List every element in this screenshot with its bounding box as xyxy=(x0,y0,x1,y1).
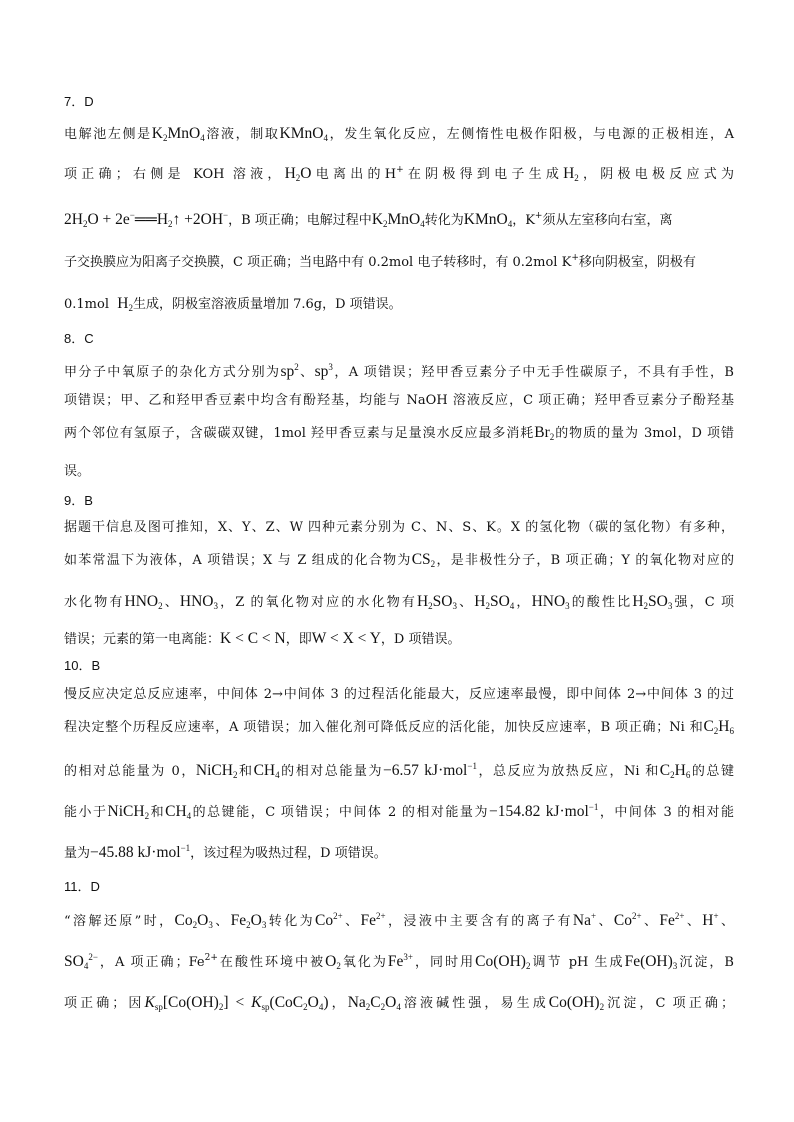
formula-sp3: $sp^3$ xyxy=(314,362,333,380)
formula-fe2o3: $Fe_2O_3$ xyxy=(230,912,267,930)
formula-kmno4: KMnO$_4$ xyxy=(463,211,513,229)
formula-co2o3: $Co_2O_3$ xyxy=(174,912,213,930)
formula-kmno4: KMnO$_4$ xyxy=(279,125,328,143)
formula-h2so3: $H_2SO_3$ xyxy=(416,593,457,611)
text: 电离出的 xyxy=(311,167,385,182)
formula-hno3: $HNO_3$ xyxy=(531,593,570,611)
cathode-equation: $2H_2O$ + $2e^-══H_2↑ +2OH^-$ xyxy=(64,210,229,229)
text: 两个邻位有氢原子，含碳碳双键，1mol 羟甲香豆素与足量溴水反应最多消耗 xyxy=(64,426,535,441)
formula-cooh2: $Co(OH)_2$ xyxy=(548,994,605,1012)
text: ，中间体 3 的相对能 xyxy=(598,805,734,820)
text: 、 xyxy=(684,914,703,929)
text: 的物质的量为 3mol，D 项错 xyxy=(554,426,734,441)
formula-cooh2: $Co(OH)_2$ xyxy=(475,953,531,971)
text: 的总键能，C 项错误；中间体 2 的相对能量为 xyxy=(191,805,489,820)
text: 量为 xyxy=(64,846,91,861)
text: ，即 xyxy=(285,632,312,647)
q11-line-2 xyxy=(64,953,734,972)
formula-nich2: NiCH$_2$ xyxy=(107,803,150,821)
text: 和 xyxy=(237,764,254,779)
text: 须从左室移向右室，离 xyxy=(542,213,673,228)
text: 在酸性环境中被 xyxy=(217,955,326,970)
text: 程决定整个历程反应速率，A 项错误；加入催化剂可降低反应的活化能，加快反应速率，B 项正确；Ni 和 xyxy=(64,720,704,735)
q9-line-2 xyxy=(64,551,734,570)
formula-wxy-order: W < X < Y xyxy=(311,630,381,647)
text: 生成，阴极室溶液质量增加 7.6g，D 项错误。 xyxy=(132,297,402,312)
text: 移向阴极室，阴极有 xyxy=(578,255,696,270)
energy-value-1: −6.57 kJ·mol$^{-1}$ xyxy=(383,761,477,779)
q9-line-4 xyxy=(64,630,734,649)
q11-line-1 xyxy=(64,912,734,931)
formula-br2: $Br_2$ xyxy=(534,424,555,442)
formula-c2h6: $C_2H_6$ xyxy=(703,718,734,736)
text: 溶液碱性强，易生成 xyxy=(400,996,549,1011)
formula-feoh3: $Fe(OH)_3$ xyxy=(624,953,678,971)
formula-h2so4: $H_2SO_4$ xyxy=(474,593,515,611)
q10-line-2 xyxy=(64,718,734,737)
text: ，发生氧化反应，左侧惰性电极作阳极，与电源的正极相连，A xyxy=(327,127,734,142)
text: 、 xyxy=(718,914,734,929)
text: 的总键 xyxy=(690,764,734,779)
energy-value-2: −154.82 kJ·mol$^{-1}$ xyxy=(488,802,599,820)
energy-value-3: −45.88 kJ·mol$^{-1}$ xyxy=(90,843,191,861)
q11-title: 11．D xyxy=(64,879,100,894)
q7-line-2 xyxy=(64,165,734,184)
text: 子交换膜应为阳离子交换膜，C 项正确；当电路中有 0.2mol 电子转移时，有 0.2mol xyxy=(64,255,558,270)
q8-line-1 xyxy=(64,363,734,382)
text: 如苯常温下为液体，A 项错误；X 与 Z 组成的化合物为 xyxy=(64,553,412,568)
text: ，D 项错误。 xyxy=(380,632,461,647)
ion-co2plus: $Co^{2+}$ xyxy=(613,911,642,929)
q8-line-4: 误。 xyxy=(64,464,91,479)
formula-hno2: $HNO_2$ xyxy=(124,593,163,611)
q10-title: 10．B xyxy=(64,658,101,673)
text: ， xyxy=(512,213,526,228)
text: 、 xyxy=(298,365,315,380)
q7-line-5 xyxy=(64,295,734,314)
text: 0.1mol xyxy=(64,297,109,312)
text: 、 xyxy=(457,595,475,610)
ion-fe2plus: $Fe^{2+}$ xyxy=(360,911,386,929)
text: ，B 项正确；电解过程中 xyxy=(228,213,372,228)
formula-ch4: $CH_4$ xyxy=(253,762,280,780)
text: 项正确；因 xyxy=(64,996,145,1011)
formula-hno3: $HNO_3$ xyxy=(179,593,218,611)
text: 项正确；右侧是 KOH 溶液， xyxy=(64,167,285,182)
text: ，A 项正确； xyxy=(97,955,189,970)
text: 转化为 xyxy=(266,914,316,929)
formula-kplus: K+ xyxy=(525,211,543,228)
q10-line-1: 慢反应决定总反应速率，中间体 2→中间体 3 的过程活化能最大，反应速率最慢，即中间体 2→中间体 3 的过 xyxy=(64,687,734,702)
formula-o2: $O_2$ xyxy=(325,953,341,971)
formula-c2h6: $C_2H_6$ xyxy=(659,762,691,780)
text: 错误；元素的第一电离能： xyxy=(64,632,221,647)
text: ，A 项错误；羟甲香豆素分子中无手性碳原子，不具有手性，B xyxy=(332,365,734,380)
ion-fe2plus: $Fe^{2+}$ xyxy=(659,911,685,929)
formula-ch4: $CH_4$ xyxy=(165,803,192,821)
text: ，是非极性分子，B 项正确；Y 的氧化物对应的 xyxy=(435,553,734,568)
text: “溶解还原”时， xyxy=(64,914,175,929)
text: 调节 pH 生成 xyxy=(530,955,625,970)
text: 的相对总能量为 0， xyxy=(64,764,196,779)
formula-k2mno4: $K_2MnO_4$ xyxy=(371,211,425,229)
text: ， xyxy=(514,595,532,610)
text: ，浸液中主要含有的离子有 xyxy=(385,914,573,929)
formula-ionization-order: K < C < N xyxy=(220,630,286,647)
text: 、 xyxy=(596,914,614,929)
formula-k2mno4: $K_2MnO_4$ xyxy=(151,125,205,143)
text: 和 xyxy=(149,805,166,820)
q11-line-3 xyxy=(64,994,734,1013)
text: 在阴极得到电子生成 xyxy=(403,167,564,182)
text: 电解池左侧是 xyxy=(64,127,152,142)
text: ， xyxy=(328,996,348,1011)
q10-line-4 xyxy=(64,803,734,822)
q9-line-1: 据题干信息及图可推知，X、Y、Z、W 四种元素分别为 C、N、S、K。X 的氢化物（碳的氢化物）有多种， xyxy=(64,520,734,535)
text: ，总反应为放热反应，Ni 和 xyxy=(476,764,660,779)
text: 溶液，制取 xyxy=(204,127,280,142)
q8-title: 8．C xyxy=(64,331,94,346)
text: 的相对总能量为 xyxy=(279,764,384,779)
text: 、 xyxy=(212,914,231,929)
q8-line-3 xyxy=(64,424,734,443)
formula-na2c2o4: $Na_2C_2O_4$ xyxy=(347,994,401,1012)
formula-cs2: $CS_2$ xyxy=(411,551,436,569)
q10-line-5 xyxy=(64,844,734,863)
text: 、 xyxy=(342,914,361,929)
text: 水化物有 xyxy=(64,595,125,610)
text: 、 xyxy=(641,914,660,929)
text: 、 xyxy=(162,595,180,610)
text: 沉淀，C 项正确； xyxy=(604,996,734,1011)
formula-hplus: H+ xyxy=(384,165,404,182)
text: 转化为 xyxy=(424,213,464,228)
q10-line-3 xyxy=(64,762,734,781)
text: ，Z 的氧化物对应的水化物有 xyxy=(217,595,417,610)
formula-h2: $H_2$ xyxy=(117,295,133,313)
formula-h2: $H_2$ xyxy=(563,165,579,183)
q7-line-3 xyxy=(64,211,734,230)
formula-sp2: $sp^2$ xyxy=(280,362,299,380)
formula-ksp-inequality: $K_{sp}[Co(OH)_2] < K_{sp}(CoC_2O_4)$ xyxy=(144,994,329,1012)
q7-line-1 xyxy=(64,125,734,144)
q9-title: 9．B xyxy=(64,493,93,508)
ion-hplus: H+ xyxy=(702,911,719,929)
text: ，该过程为吸热过程，D 项错误。 xyxy=(190,846,387,861)
formula-nich2: NiCH$_2$ xyxy=(195,762,238,780)
ion-fe3plus: $Fe^{3+}$ xyxy=(387,952,413,970)
q9-line-3 xyxy=(64,593,734,612)
text: ，同时用 xyxy=(413,955,476,970)
ion-so4: $SO_4^{2-}$ xyxy=(64,952,98,971)
text: 沉淀，B xyxy=(677,955,734,970)
formula-h2o: $H_2O$ xyxy=(284,165,312,183)
formula-h2so3: $H_2SO_3$ xyxy=(632,593,673,611)
q7-title: 7．D xyxy=(64,94,94,109)
ion-naplus: Na+ xyxy=(572,911,597,929)
q7-line-4 xyxy=(64,254,734,272)
q8-line-2: 项错误；甲、乙和羟甲香豆素中均含有酚羟基，均能与 NaOH 溶液反应，C 项正确；羟甲香豆素分子酚羟基 xyxy=(64,393,734,408)
ion-co2plus: $Co^{2+}$ xyxy=(315,911,343,929)
formula-kplus: K+ xyxy=(557,253,579,270)
text: 强，C 项 xyxy=(672,595,734,610)
text: 的酸性比 xyxy=(569,595,633,610)
text: 氧化为 xyxy=(340,955,388,970)
ion-fe2plus: $Fe^{2+}$ xyxy=(188,953,218,970)
text: 能小于 xyxy=(64,805,108,820)
text: ，阴极电极反应式为 xyxy=(578,167,734,182)
text: 甲分子中氧原子的杂化方式分别为 xyxy=(64,365,281,380)
